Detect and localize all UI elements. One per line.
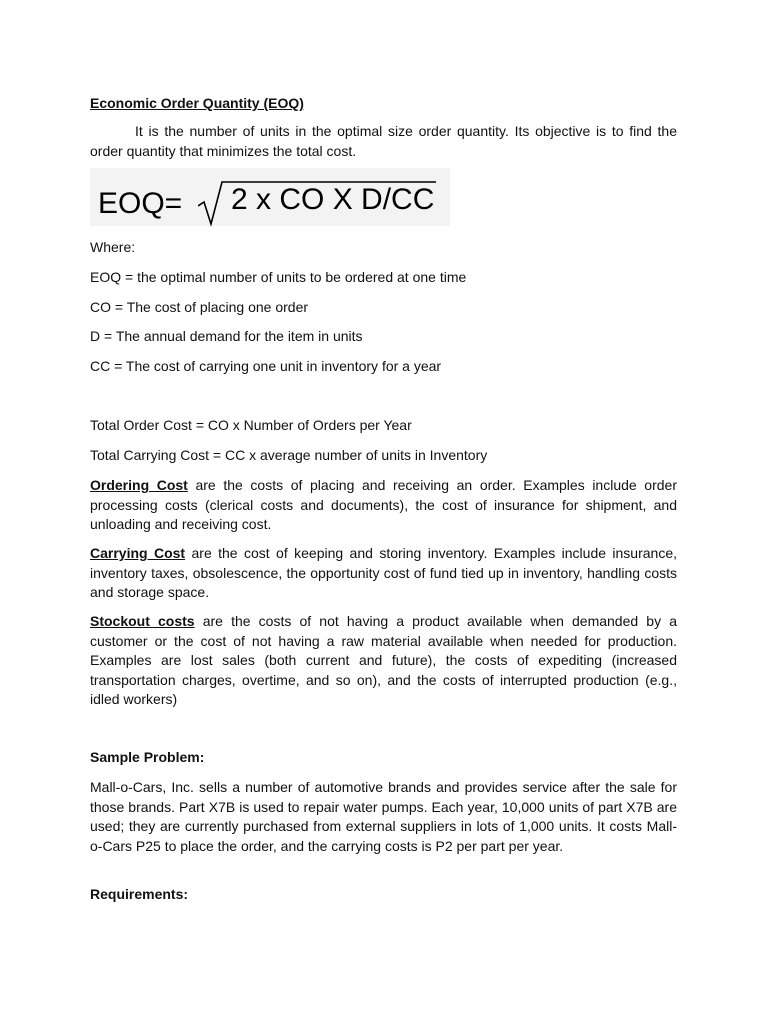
definition-d: D = The annual demand for the item in units xyxy=(90,328,363,344)
ordering-cost-paragraph xyxy=(90,476,677,535)
stockout-costs-text: are the costs of not having a product available when demanded by a customer or the cost of not having a raw material available when needed for production. Examples are lost sales (both current and future), the costs of expediting (increased transportation charges, overtime, and so on), and the costs of interrupted production (e.g., idled workers) xyxy=(90,613,677,707)
definition-co: CO = The cost of placing one order xyxy=(90,299,309,315)
ordering-cost-term: Ordering Cost xyxy=(90,477,188,493)
sample-problem-text: Mall-o-Cars, Inc. sells a number of automotive brands and provides service after the sale for those brands. Part X7B is used to repair water pumps. Each year, 10,000 units of part X7B are used; they are currently purchased from external suppliers in lots of 1,000 units. It costs Mall-o-Cars P25 to place the order, and the carrying costs is P2 per part per year. xyxy=(90,779,677,854)
intro-paragraph xyxy=(90,122,677,161)
document-title: Economic Order Quantity (EOQ) xyxy=(90,95,304,111)
eoq-formula xyxy=(90,168,450,226)
definition-eoq: EOQ = the optimal number of units to be ordered at one time xyxy=(90,269,467,285)
carrying-cost-term: Carrying Cost xyxy=(90,545,186,561)
sample-problem-heading: Sample Problem: xyxy=(90,749,205,765)
definition-cc: CC = The cost of carrying one unit in inventory for a year xyxy=(90,358,442,374)
requirements-heading: Requirements: xyxy=(90,886,189,902)
formula-rhs: 2 x CO X D/CC xyxy=(231,183,435,216)
stockout-costs-paragraph xyxy=(90,612,677,710)
total-carrying-cost: Total Carrying Cost = CC x average number of units in Inventory xyxy=(90,447,488,463)
carrying-cost-text: are the cost of keeping and storing inventory. Examples include insurance, inventory taxes, obsolescence, the opportunity cost of fund tied up in inventory, handling costs and storage space. xyxy=(90,545,678,600)
ordering-cost-text: are the costs of placing and receiving an order. Examples include order processing costs (clerical costs and documents), the cost of insurance for shipment, and unloading and receiving cost. xyxy=(90,477,677,532)
formula-lhs: EOQ= xyxy=(98,187,183,220)
stockout-costs-term: Stockout costs xyxy=(90,613,195,629)
total-order-cost: Total Order Cost = CO x Number of Orders per Year xyxy=(90,417,412,433)
where-label: Where: xyxy=(90,239,136,255)
carrying-cost-paragraph xyxy=(90,544,677,603)
intro-text: It is the number of units in the optimal size order quantity. Its objective is to find the order quantity that minimizes the total cost. xyxy=(90,123,677,159)
